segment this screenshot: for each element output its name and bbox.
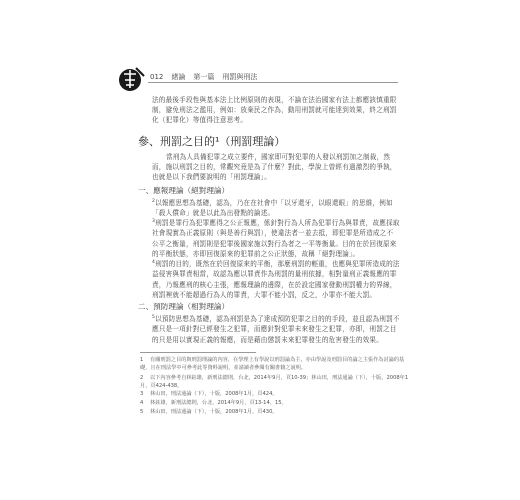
footnote: 4 林鈺雄，新刑法總則，台北，2014年9月，頁13-14、15。 xyxy=(140,400,287,406)
retribution-paragraph-1: $^2$以報應思想為基礎，認為，乃在在社會中「以牙還牙，以眼還眼」的思維，例如「殺人償命」就是以此為出發點的論述。 xyxy=(152,199,393,218)
footnote: 3 林山田，刑法通論（下），十版，2008年1月，頁424。 xyxy=(140,391,278,397)
intro-paragraph: 法的最後手段性與基本法上比例原則的表現，不論在法治國家有法上都應該慎重限制，避免刑法之濫用，例如：放棄民之作為，動用刑罰就可能達到效果，終之刑罰化（犯罪化）等值得注意思考。 xyxy=(152,96,397,125)
footnote: 5 林山田，刑法通論（下），十版，2008年1月，頁430。 xyxy=(140,409,278,415)
header-part: 緒論 xyxy=(171,73,186,81)
subsection-heading-prevention: 二、預防理論（相對理論） xyxy=(138,302,230,311)
prevention-paragraph-1: $^5$以預防思想為基礎，認為刑罰是為了達成預防犯罪之目的的手段，並且認為刑罰不應只是一項針對已經發生之犯罪，而應針對犯罪未來發生之犯罪，亦即，刑罰之目的只是用以實現正義的報應，而是藉由懲罰未來犯罪發生的危害發生的效果。 xyxy=(152,315,400,344)
section-paragraph: 當刑為人具備犯罪之成立要件，國家即可對犯罪的人發以刑罰加之制裁，然而，施以刑罰之目的，常觀究竟是為了什麼？對此，學說上曾經有過激烈的爭執，也就是以下我們要說明的「刑罰理論」。 xyxy=(152,153,397,182)
running-header xyxy=(150,72,257,82)
retribution-paragraph-3: $^4$刑罰的目的，既然在於回復原來的平衡，那麼刑罰的輕重，也應與犯罪所造成的法益侵害與罪責相當，故認為應以罪責作為刑罰的量刑依據，相對量刑正義報應的罪責，乃報應刑的核心主張，應報理論的邊際，在於設定國家發動刑罰權力的界線，刑罰裡就不能超過行為人的罪責，大罪不能小罰，反之，小罪亦不能大罰。 xyxy=(152,260,400,299)
section-heading: 參、刑罰之目的¹（刑罰理論） xyxy=(138,135,286,148)
header-title: 刑罰與刑法 xyxy=(222,73,258,81)
footnote-rule xyxy=(140,352,256,353)
retribution-paragraph-2: $^3$刑罰是罪行為犯罪應得之公正報應，係針對行為人所為犯罪行為與罪責，故應採取社會現實為正義原則（與是善行與罰），使違法者一並去抵，即犯罪是所造成之不公平之衡量，刑罰則是犯罪後國家施以對行為者之一平等衡量。目的在於回復原來的平衡狀態，亦即回復原來的犯罪前之公正狀態，故稱「絕對理論」。 xyxy=(152,219,400,258)
header-rule xyxy=(148,82,398,83)
page-number: 012 xyxy=(150,73,164,81)
footnote: 2 以下內容參考自林鈺雄，新刑法總則，台北，2014年9月，頁10-39；林山田，刑法通論（下），十版，2008年1月，頁424-438。 xyxy=(140,375,409,389)
subsection-heading-retribution: 一、應報理論（絕對理論） xyxy=(138,186,230,195)
footnote: 1 有關刑罰之目的與刑罰理論的內容，在學理上有學說以刑罰論為主，亦由學說及刑罰目的論之主張作為討論的基礎，且在刑法學中可參考此等資料說明，並請讀者參閱有關書籍之說明。 xyxy=(140,357,405,371)
publisher-logo-icon xyxy=(118,64,146,94)
header-chapter: 第一篇 xyxy=(193,73,215,81)
